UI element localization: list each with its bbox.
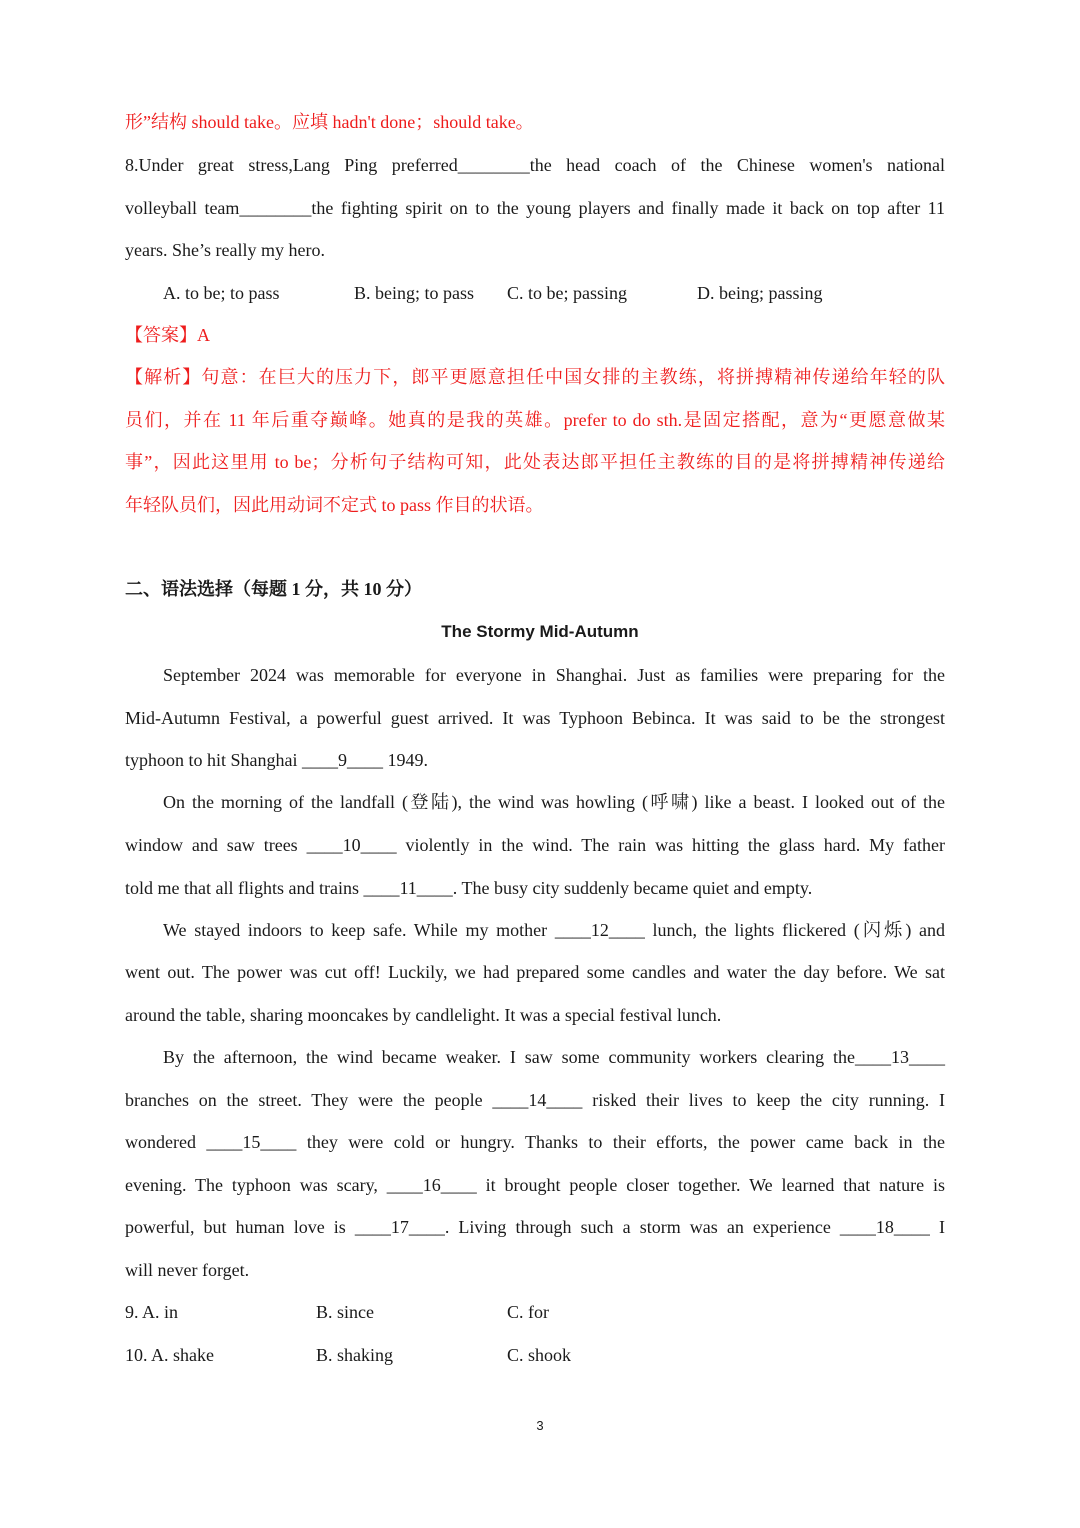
q10-option-c: C. shook [507,1345,572,1365]
passage-line: Mid-Autumn Festival, a powerful guest arrived. It was Typhoon Bebinca. It was said to be the strongest [125,708,945,728]
passage-line: window and saw trees ____10____ violently in the wind. The rain was hitting the glass hard. My father [125,835,945,855]
q8-option-d: D. being; passing [697,283,823,303]
q9-option-a: 9. A. in [125,1302,179,1322]
q8-stem-line-2: volleyball team________the fighting spirit on to the young players and finally made it back on top after 11 [125,198,945,218]
passage-line: evening. The typhoon was scary, ____16____ it brought people closer together. We learned that nature is [125,1175,945,1195]
passage-line: went out. The power was cut off! Luckily, we had prepared some candles and water the day before. We sat [125,962,945,982]
passage-line: branches on the street. They were the people ____14____ risked their lives to keep the city running. I [125,1090,945,1110]
passage-line: will never forget. [125,1260,250,1280]
passage-line: September 2024 was memorable for everyone in Shanghai. Just as families were preparing for the [163,665,945,685]
page-number: 3 [536,1418,544,1433]
q8-option-c: C. to be; passing [507,283,627,303]
passage-line: By the afternoon, the wind became weaker. I saw some community workers clearing the____13____ [163,1047,945,1067]
q8-answer: 【答案】A [125,325,210,345]
q8-option-a: A. to be; to pass [163,283,280,303]
q8-analysis-line-1: 【解析】句意：在巨大的压力下，郎平更愿意担任中国女排的主教练，将拼搏精神传递给年轻的队 [125,367,945,387]
passage-line: We stayed indoors to keep safe. While my mother ____12____ lunch, the lights flickered (闪烁) and [163,920,945,940]
passage-line: around the table, sharing mooncakes by candlelight. It was a special festival lunch. [125,1005,722,1025]
q8-analysis-line-2: 员们，并在 11 年后重夺巅峰。她真的是我的英雄。prefer to do sth.是固定搭配，意为“更愿意做某 [125,410,945,430]
passage-line: powerful, but human love is ____17____. Living through such a storm was an experience ____18____ I [125,1217,945,1237]
q8-stem-line-1: 8.Under great stress,Lang Ping preferred________the head coach of the Chinese women's national [125,155,945,175]
q10-option-b: B. shaking [316,1345,394,1365]
q8-stem-line-3: years. She’s really my hero. [125,240,325,260]
passage-line: wondered ____15____ they were cold or hungry. Thanks to their efforts, the power came back in the [125,1132,945,1152]
q8-option-b: B. being; to pass [354,283,474,303]
q10-option-a: 10. A. shake [125,1345,214,1365]
q9-option-c: C. for [507,1302,549,1322]
q8-analysis-line-4: 年轻队员们，因此用动词不定式 to pass 作目的状语。 [125,495,544,515]
passage-line: told me that all flights and trains ____11____. The busy city suddenly became quiet and empty. [125,878,813,898]
prev-analysis-tail: 形”结构 should take。应填 hadn't done；should take。 [125,112,534,132]
section-heading: 二、语法选择（每题 1 分，共 10 分） [125,579,422,599]
passage-line: typhoon to hit Shanghai ____9____ 1949. [125,750,428,770]
q8-analysis-line-3: 事”，因此这里用 to be；分析句子结构可知，此处表达郎平担任主教练的目的是将拼搏精神传递给 [125,452,945,472]
passage-line: On the morning of the landfall (登陆), the wind was howling (呼啸) like a beast. I looked out of the [163,792,945,812]
passage-title: The Stormy Mid-Autumn [441,622,639,641]
q9-option-b: B. since [316,1302,374,1322]
